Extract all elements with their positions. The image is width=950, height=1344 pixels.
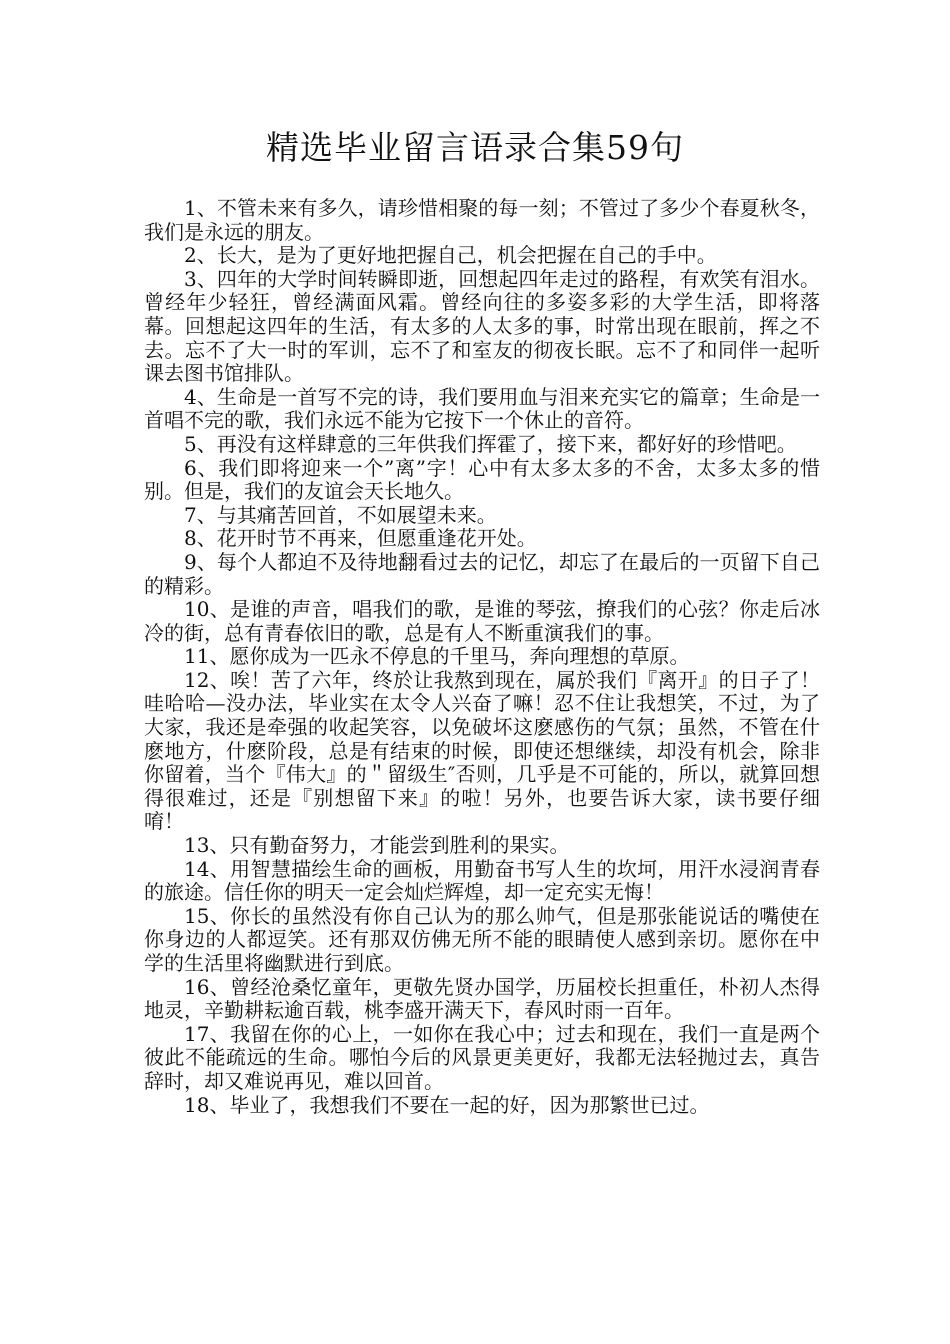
document-title: 精选毕业留言语录合集59句 [266, 128, 684, 167]
paragraph-8: 8、花开时节不再来，但愿重逢花开处。 [184, 526, 537, 551]
paragraph-2: 2、长大，是为了更好地把握自己，机会把握在自己的手中。 [184, 243, 717, 268]
document-body [144, 197, 820, 1117]
paragraph-12: 12、唉！苦了六年，终於让我熬到现在，属於我们『离开』的日子了！哇哈哈—没办法，毕业实在太令人兴奋了嘛！忍不住让我想笑，不过，为了大家，我还是牵强的收起笑容，以免破坏这麽感伤的气氛；虽然，不管在什麽地方，什麽阶段，总是有结束的时候，即使还想继续，却没有机会，除非你留着，当个『伟大』的＂留级生″否则，几乎是不可能的，所以，就算回想得很难过，还是『别想留下来』的啦！另外，也要告诉大家，读书要仔细唷！ [144, 667, 820, 834]
paragraph-16: 16、曾经沧桑忆童年，更敬先贤办国学，历届校长担重任，朴初人杰得地灵，辛勤耕耘逾百载，桃李盛开满天下，春风时雨一百年。 [144, 974, 820, 1023]
paragraph-4: 4、生命是一首写不完的诗，我们要用血与泪来充实它的篇章；生命是一首唱不完的歌，我们永远不能为它按下一个休止的音符。 [144, 384, 820, 433]
paragraph-14: 14、用智慧描绘生命的画板，用勤奋书写人生的坎坷，用汗水浸润青春的旅途。信任你的明天一定会灿烂辉煌，却一定充实无悔！ [144, 856, 820, 905]
paragraph-17: 17、我留在你的心上，一如你在我心中；过去和现在，我们一直是两个彼此不能疏远的生命。哪怕今后的风景更美更好，我都无法轻抛过去，真告辞时，却又难说再见，难以回首。 [144, 1021, 820, 1093]
paragraph-10: 10、是谁的声音，唱我们的歌，是谁的琴弦，撩我们的心弦？你走后冰冷的街，总有青春依旧的歌，总是有人不断重演我们的事。 [144, 597, 820, 645]
paragraph-6: 6、我们即将迎来一个”离”字！心中有太多太多的不舍，太多太多的惜别。但是，我们的友谊会天长地久。 [144, 455, 820, 504]
paragraph-5: 5、再没有这样肆意的三年供我们挥霍了，接下来，都好好的珍惜吧。 [184, 431, 797, 456]
paragraph-9: 9、每个人都迫不及待地翻看过去的记忆，却忘了在最后的一页留下自己的精彩。 [144, 549, 820, 598]
paragraph-1: 1、不管未来有多久，请珍惜相聚的每一刻；不管过了多少个春夏秋冬，我们是永远的朋友。 [144, 196, 820, 244]
paragraph-11: 11、愿你成为一匹永不停息的千里马，奔向理想的草原。 [184, 644, 690, 669]
paragraph-18: 18、毕业了，我想我们不要在一起的好，因为那繁世已过。 [184, 1092, 710, 1117]
paragraph-15: 15、你长的虽然没有你自己认为的那么帅气，但是那张能说话的嘴使在你身边的人都逗笑。还有那双仿佛无所不能的眼睛使人感到亲切。愿你在中学的生活里将幽默进行到底。 [144, 903, 820, 975]
paragraph-13: 13、只有勤奋努力，才能尝到胜利的果实。 [184, 833, 570, 858]
paragraph-3: 3、四年的大学时间转瞬即逝，回想起四年走过的路程，有欢笑有泪水。曾经年少轻狂，曾经满面风霜。曾经向往的多姿多彩的大学生活，即将落幕。回想起这四年的生活，有太多的人太多的事，时常出现在眼前，挥之不去。忘不了大一时的军训，忘不了和室友的彻夜长眠。忘不了和同伴一起听课去图书馆排队。 [144, 266, 820, 386]
paragraph-7: 7、与其痛苦回首，不如展望未来。 [184, 502, 497, 527]
